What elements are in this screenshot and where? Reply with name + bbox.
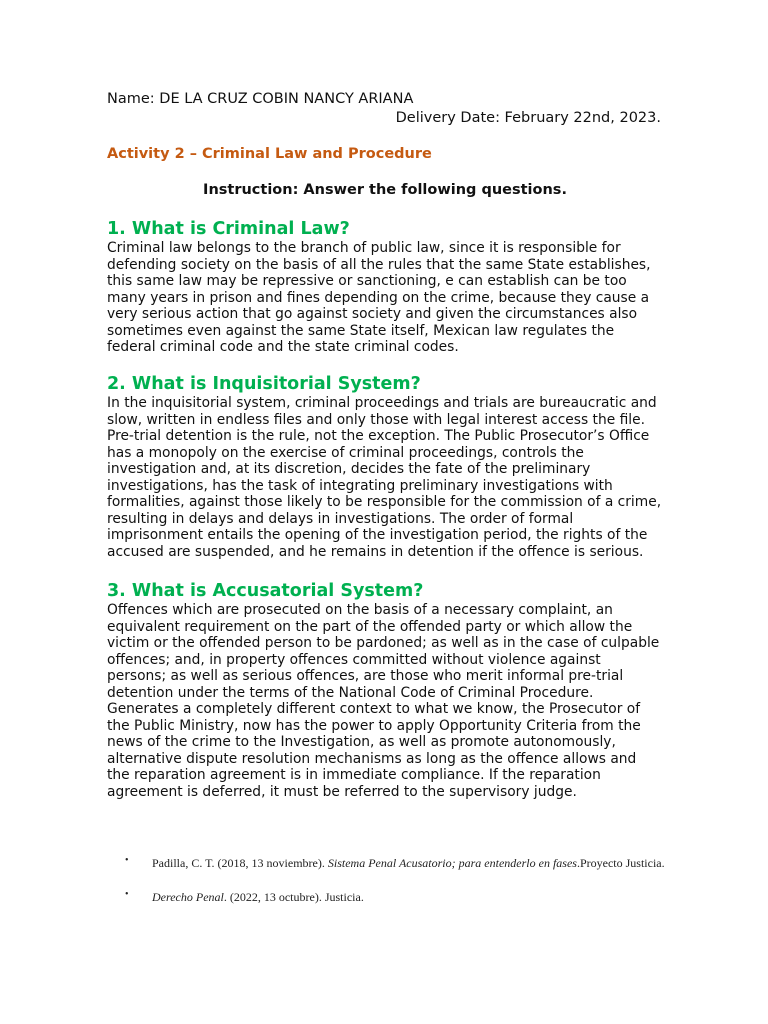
section-heading: 1. What is Criminal Law? bbox=[107, 219, 350, 239]
references-list bbox=[125, 848, 665, 912]
section-heading: 2. What is Inquisitorial System? bbox=[107, 374, 421, 394]
instruction-line: Instruction: Answer the following questions. bbox=[203, 182, 567, 198]
section-paragraph: Offences which are prosecuted on the basis of a necessary complaint, an equivalent requirement on the part of the offended party or which allow the victim or the offended person to be pardoned; as well as in the case of culpable offences; and, in property offences committed without violence against persons; as well as serious offences, are those who merit informal pre-trial detention under the terms of the National Code of Criminal Procedure. Generates a completely different context to what we know, the Prosecutor of the Public Ministry, now has the power to apply Opportunity Criteria from the news of the crime to the Investigation, as well as promote autonomously, alternative dispute resolution mechanisms as long as the offence allows and the reparation agreement is in immediate compliance. If the reparation agreement is deferred, it must be referred to the supervisory judge. bbox=[107, 602, 660, 800]
reference-source: .Proyecto Justicia. bbox=[576, 856, 665, 870]
section-paragraph: Criminal law belongs to the branch of public law, since it is responsible for defending society on the basis of all the rules that the same State establishes, this same law may be repressive or sanctioning, e can establish can be too many years in prison and fines depending on the crime, because they cause a very serious action that go against society and given the circumstances also sometimes even against the same State itself, Mexican law regulates the federal criminal code and the state criminal codes. bbox=[107, 240, 651, 355]
reference-title: Derecho Penal bbox=[152, 890, 224, 904]
reference-source: . (2022, 13 octubre). Justicia. bbox=[223, 890, 364, 904]
activity-title: Activity 2 – Criminal Law and Procedure bbox=[107, 146, 432, 162]
delivery-date: Delivery Date: February 22nd, 2023. bbox=[395, 110, 661, 126]
reference-title: Sistema Penal Acusatorio; para entenderlo en fases bbox=[327, 856, 577, 870]
section-inquisitorial-system bbox=[107, 373, 663, 560]
student-name: Name: DE LA CRUZ COBIN NANCY ARIANA bbox=[107, 91, 414, 107]
reference-text: Padilla, C. T. (2018, 13 noviembre). bbox=[152, 856, 328, 870]
section-accusatorial-system bbox=[107, 580, 663, 800]
section-criminal-law bbox=[107, 218, 663, 356]
reference-item bbox=[125, 848, 665, 878]
reference-item bbox=[125, 882, 665, 912]
section-paragraph: In the inquisitorial system, criminal proceedings and trials are bureaucratic and slow, written in endless files and only those with legal interest access the file. Pre-trial detention is the rule, not the exception. The Public Prosecutor’s Office has a monopoly on the exercise of criminal proceedings, controls the investigation and, at its discretion, decides the fate of the preliminary investigations, has the task of integrating preliminary investigations with formalities, against those likely to be responsible for the commission of a crime, resulting in delays and delays in investigations. The order of formal imprisonment entails the opening of the investigation period, the rights of the accused are suspended, and he remains in detention if the offence is serious. bbox=[107, 395, 662, 560]
bullet-icon: • bbox=[125, 855, 129, 866]
bullet-icon: • bbox=[125, 889, 129, 900]
section-heading: 3. What is Accusatorial System? bbox=[107, 581, 424, 601]
